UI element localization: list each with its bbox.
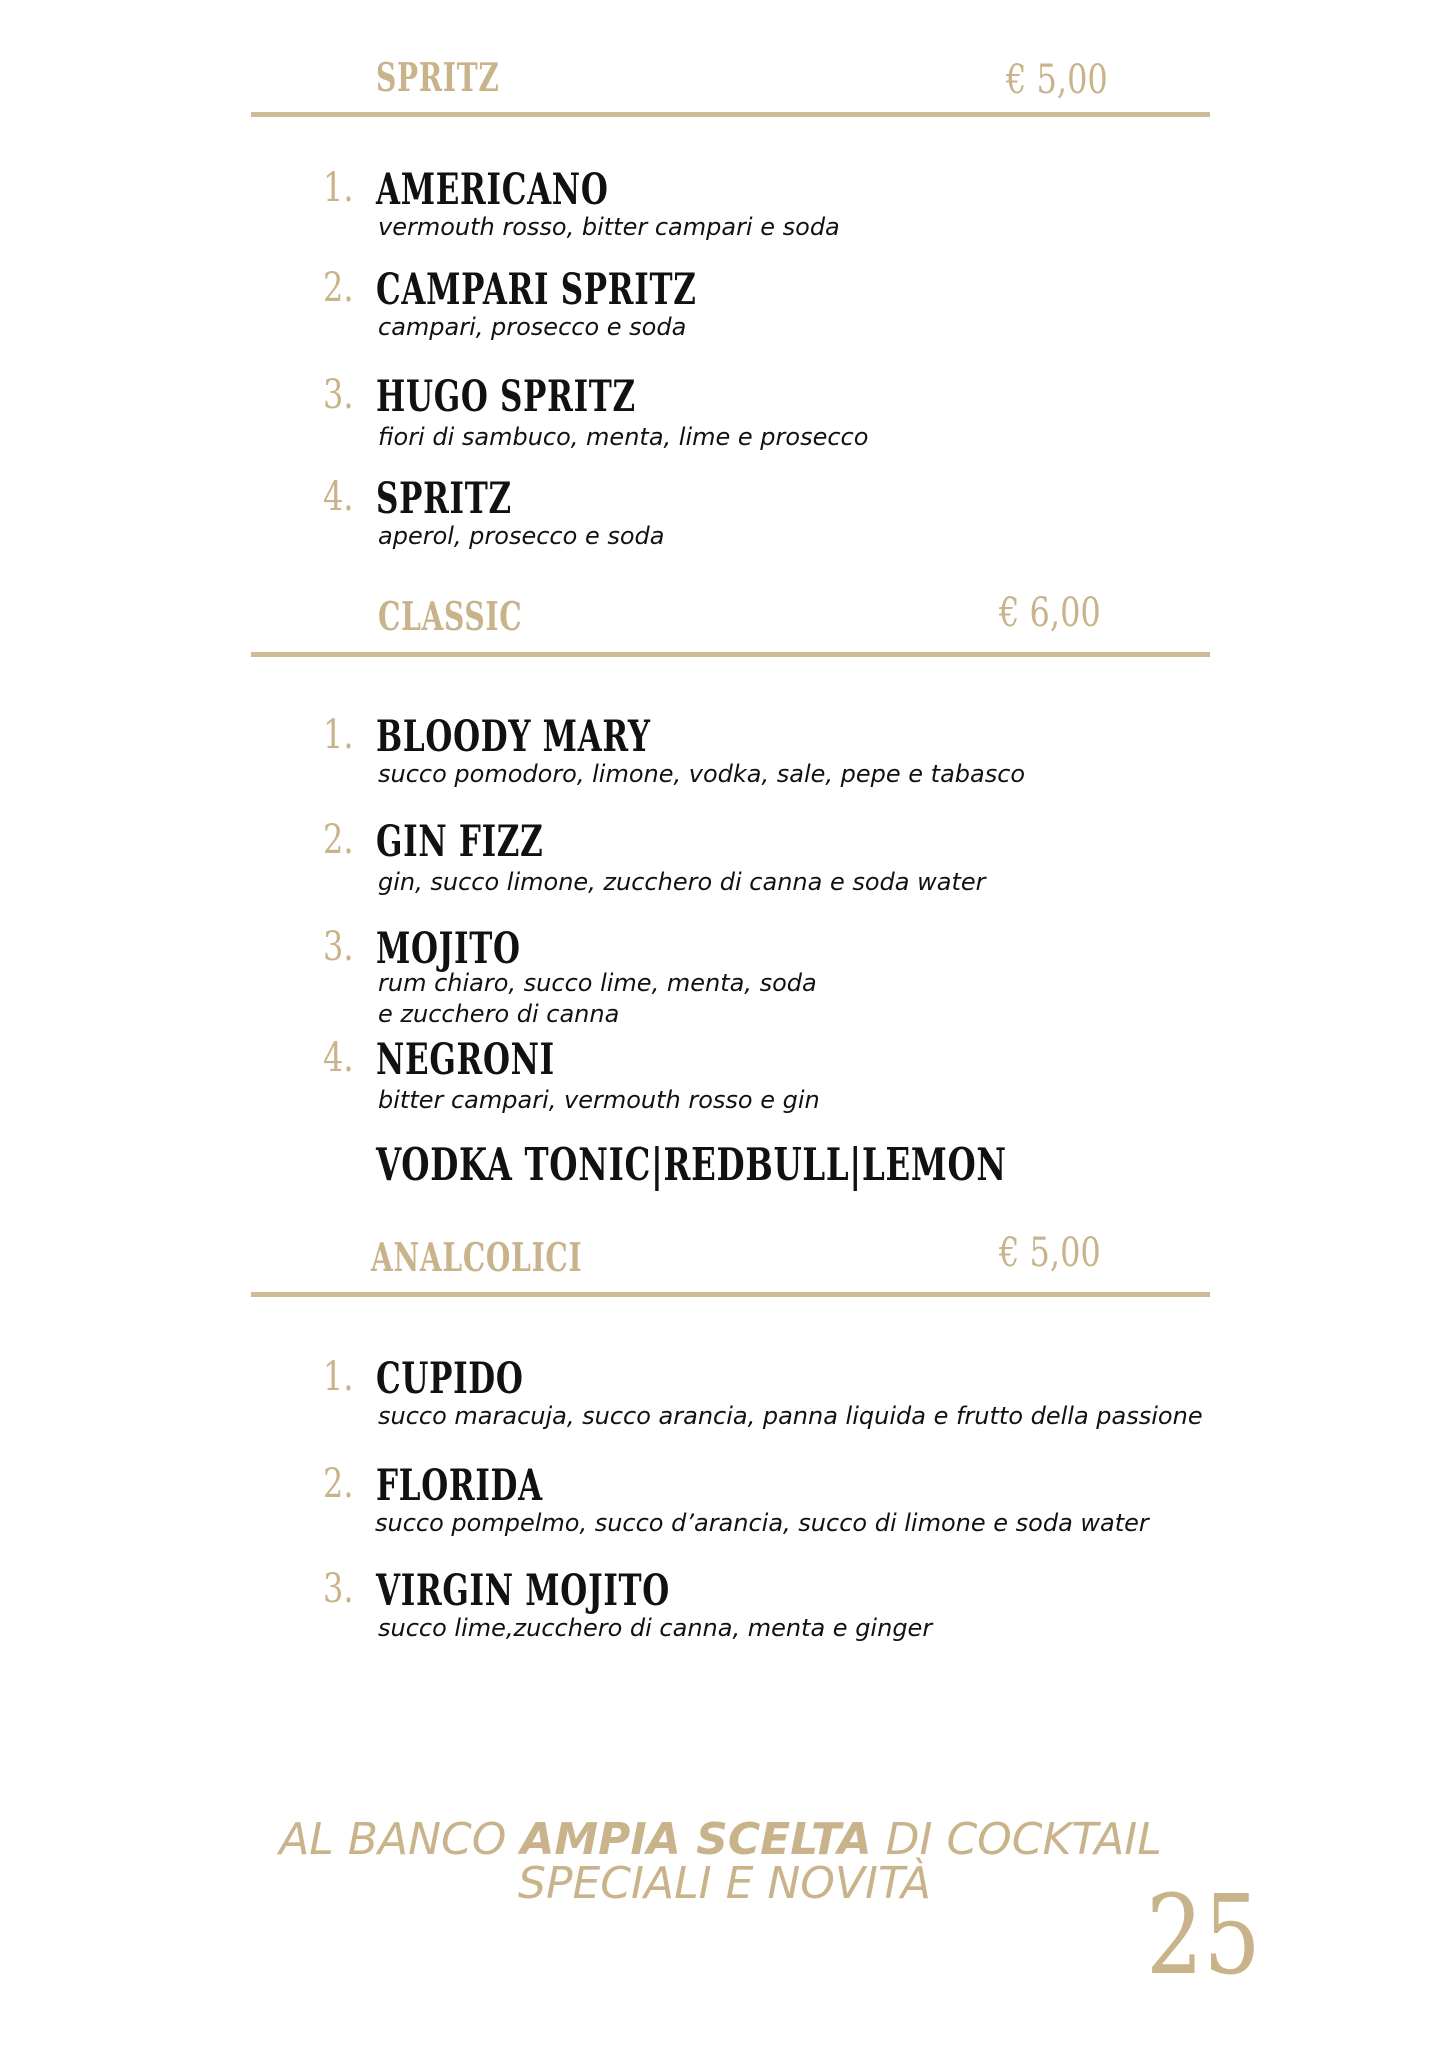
page-number: 25 [1146,1871,1261,1999]
item-description: succo pomodoro, limone, vodka, sale, pepe e tabasco [378,760,1026,788]
item-name: CAMPARI SPRITZ [376,265,697,315]
item-description: aperol, prosecco e soda [378,522,665,550]
item-name: FLORIDA [376,1461,543,1511]
item-name: BLOODY MARY [376,712,651,762]
item-description: succo pompelmo, succo d’arancia, succo di limone e soda water [375,1509,1149,1537]
item-number: 2. [323,265,354,311]
item-number: 4. [323,474,354,520]
item-name: SPRITZ [376,474,512,524]
section-divider [251,652,1210,657]
item-description: campari, prosecco e soda [378,313,687,341]
section-price: € 5,00 [999,1230,1101,1276]
item-number: 2. [323,1461,354,1507]
item-description: gin, succo limone, zucchero di canna e soda water [378,868,986,896]
section-title: ANALCOLICI [371,1235,583,1281]
item-description: rum chiaro, succo lime, menta, soda e zucchero di canna [378,969,817,1028]
section-title: SPRITZ [376,55,500,101]
item-number: 3. [323,1566,354,1612]
item-description: fiori di sambuco, menta, lime e prosecco [378,423,869,451]
item-description: bitter campari, vermouth rosso e gin [378,1086,820,1114]
item-number: 3. [323,924,354,970]
extra-item: VODKA TONIC|REDBULL|LEMON [376,1138,1007,1191]
item-name: GIN FIZZ [376,817,544,867]
footer-line: SPECIALI E NOVITÀ [518,1858,931,1909]
footer-line [0,1814,1445,1865]
footer-emphasis: AMPIA SCELTA [520,1814,872,1865]
item-number: 1. [323,712,354,758]
item-description: succo maracuja, succo arancia, panna liquida e frutto della passione [378,1402,1203,1430]
item-name: NEGRONI [376,1035,555,1085]
item-name: CUPIDO [376,1354,524,1404]
item-number: 2. [323,817,354,863]
footer-text: DI COCKTAIL [871,1814,1162,1865]
item-name: VIRGIN MOJITO [376,1566,670,1616]
item-description: vermouth rosso, bitter campari e soda [378,213,840,241]
section-divider [251,1292,1210,1297]
section-title: CLASSIC [378,594,523,640]
item-number: 3. [323,372,354,418]
item-number: 1. [323,1354,354,1400]
item-name: AMERICANO [376,165,609,215]
item-number: 4. [323,1035,354,1081]
section-price: € 6,00 [999,590,1101,636]
section-divider [251,112,1210,117]
item-number: 1. [323,165,354,211]
section-price: € 5,00 [1006,57,1108,103]
footer-text: AL BANCO [279,1814,521,1865]
item-name: MOJITO [376,924,521,974]
item-description: succo lime,zucchero di canna, menta e ginger [378,1614,933,1642]
item-name: HUGO SPRITZ [376,372,636,422]
